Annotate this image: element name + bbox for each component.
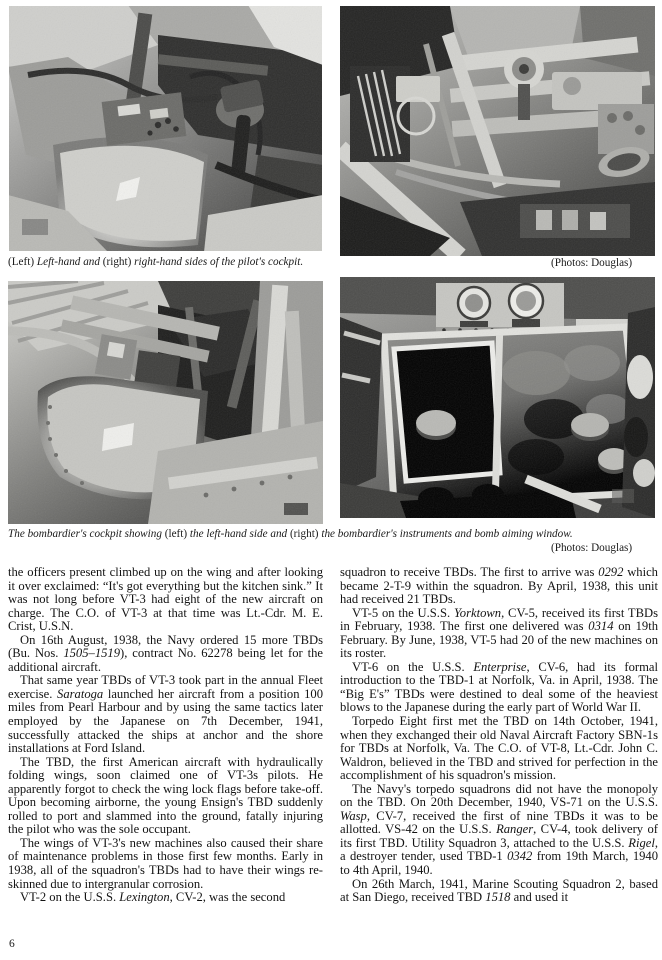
caption-part-left-text: Left-hand and [36,256,103,268]
photo-credit-bottom: (Photos: Douglas) [551,542,633,554]
body-paragraph [340,715,658,783]
italic-run: Wasp [340,808,367,823]
photo-credit-top: (Photos: Douglas) [551,257,633,269]
photo-bombardier-instruments-and-bomb-aiming-window [340,277,655,518]
caption-bombardier-cockpit [8,528,573,541]
body-paragraph [8,634,323,675]
text-run: On 16th August, 1938, the Navy ordered 15 more TBDs (Bu. Nos. [8,632,323,661]
body-paragraph [8,756,323,837]
text-run: VT-6 on the U.S.S. [352,659,474,674]
text-run: The Navy's torpedo squadrons did not have the monopoly on the TBD. On 20th December, 1940, VS-71 on the U.S.S. [340,781,658,810]
text-run: That same year TBDs of VT-3 took part in the annual Fleet exercise. [8,673,323,701]
text-run: from 19th March, 1940 to 4th April, 1940. [340,849,659,878]
text-run: and used it [510,890,569,905]
italic-run: Enterprise [473,659,527,674]
italic-run: Ranger [496,822,534,837]
body-paragraph [8,837,323,891]
photo-bombardier-cockpit-left-side [8,281,323,524]
italic-run: Saratoga [57,686,104,701]
italic-run: 0342 [507,849,533,864]
text-run: Torpedo Eight first met the TBD on 14th October, 1941, when they exchanged their old Naval Aircraft Factory SBN-1s for TBDs at Norfolk, Va. The C.O. of VT-8, Lt.-Cdr. John C. Waldron, believed in the TBD and strived for perfection in the accomplishment of his squadron's mission. [340,714,658,783]
caption-part-right-label: (right) [102,256,135,268]
caption-bombardier-left-label: (left) [164,528,190,540]
caption-bombardier-part5: the bombardier's instruments and bomb aiming window. [321,528,573,540]
text-run: , a destroyer tender, used TBD-1 [340,835,658,864]
caption-pilot-cockpit [8,256,303,269]
body-paragraph [8,674,323,755]
italic-run: 0314 [588,619,614,634]
body-paragraph [340,566,658,607]
body-paragraph [8,891,323,905]
body-paragraph [340,661,658,715]
text-run: VT-2 on the U.S.S. [20,890,120,905]
body-paragraph [340,878,658,905]
text-run: On 26th March, 1941, Marine Scouting Squadron 2, based at San Diego, received TBD [340,876,658,905]
italic-run: 1505–1519 [63,646,120,661]
text-run: , CV-6, had its formal introduction to the TBD-1 at Norfolk, Va. in April, 1938. The “Big E's” TBDs were destined to deal some of the heaviest blows to the Japanese during the early part of World War II. [340,659,659,715]
caption-part-left-label: (Left) [8,256,37,268]
photo-pilot-cockpit-left-side [8,5,323,252]
photo-pilot-cockpit-right-side [340,6,655,256]
text-run: the officers present climbed up on the wing and after looking it over exclaimed: “It's got everything but the kitchen sink.” It was not long before VT-3 had eight of the new aircraft on charge. The C.O. of VT-3 at that time was Lt.-Cdr. M. E. Crist, U.S.N. [8,565,323,634]
caption-bombardier-part1: The bombardier's cockpit showing [8,528,165,540]
text-run: on 19th February. By June, 1938, VT-5 had 20 of the new machines on its roster. [340,619,658,661]
body-paragraph [340,607,658,661]
text-run: VT-5 on the U.S.S. [352,605,454,620]
italic-run: Rigel [628,835,655,850]
caption-part-right-text: right-hand sides of the pilot's cockpit. [134,256,304,268]
text-run: , CV-7, received the first of nine TBDs it was to be allotted. VS-42 on the U.S.S. [340,808,658,837]
body-paragraph [340,783,658,878]
text-run: launched her aircraft from a position 100 miles from Pearl Harbour and by using the same tactics later employed by the Japanese on 7th December, 1941, successfully attacked the ships at anchor and the shore installations at Ford Island. [8,686,323,756]
caption-bombardier-part3: the left-hand side and [189,528,290,540]
text-run: , CV-4, took delivery of its first TBD. Utility Squadron 3, attached to the U.S.S. [340,822,658,850]
text-run: which became 2-T-9 within the squadron. By April, 1938, this unit had received 21 TBDs. [340,565,658,607]
page-number: 6 [9,938,15,950]
text-run: , CV-5, received its first TBDs in February, 1938. The first one delivered was [340,605,658,634]
text-run: The wings of VT-3's new machines also caused their share of maintenance problems in those first few months. Early in 1938, all of the squadron's TBDs had to have their wings re-skinned due to intergranular corrosion. [8,835,323,891]
text-run: The TBD, the first American aircraft with hydraulically folding wings, soon claimed one of VT-3s pilots. He apparently forgot to check the wing lock flags before take-off. Upon becoming airborne, the young Ensign's TBD suddenly rolled to port and slammed into the ground, fatally injuring the pilot who was the sole occupant. [8,754,323,837]
italic-run: 1518 [485,890,511,905]
italic-run: 0292 [598,565,624,579]
body-paragraph [8,566,323,634]
body-text-column-left [8,566,323,905]
caption-bombardier-right-label: (right) [289,528,322,540]
text-run: ), contract No. 62278 being let for the additional aircraft. [8,646,323,674]
text-run: , CV-2, was the second [169,890,286,905]
text-run: squadron to receive TBDs. The first to arrive was [340,565,599,579]
italic-run: Yorktown [453,605,502,620]
body-text-column-right [340,566,658,905]
italic-run: Lexington [119,890,170,905]
